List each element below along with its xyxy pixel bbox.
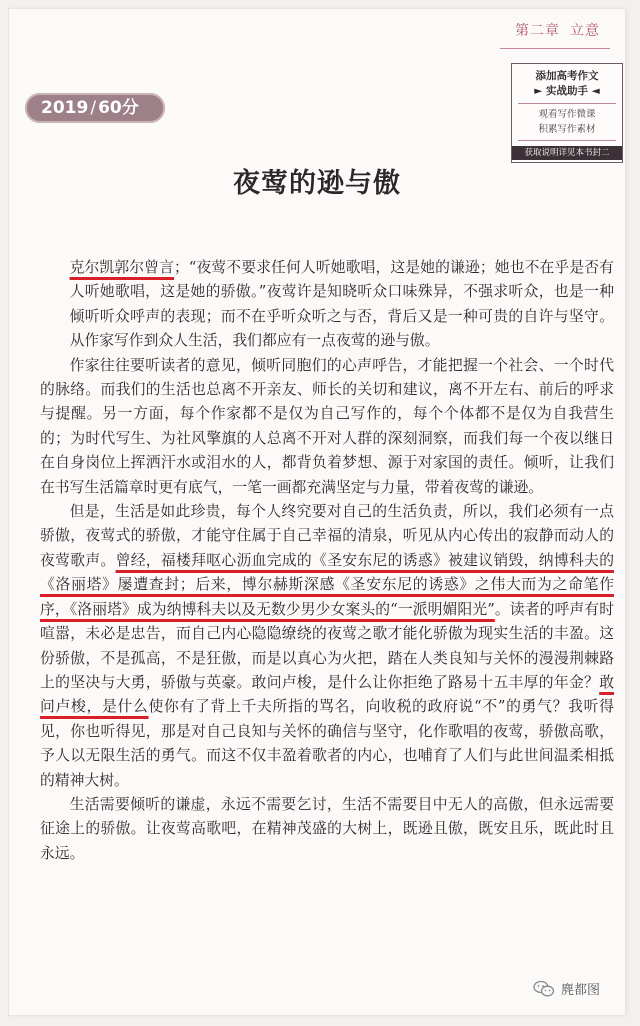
- paragraph-4: 生活需要倾听的谦虚，永远不需要乞讨，生活不需要目中无人的高傲，但永远需要征途上的骄傲。让夜莺高歌吧，在精神茂盛的大树上，既逊且傲，既安且乐，既此时且永远。: [40, 795, 614, 862]
- promo-items: [518, 103, 616, 141]
- paragraph-3: [40, 500, 614, 793]
- watermark: [533, 979, 600, 998]
- chapter-label: 第二章: [515, 23, 560, 39]
- essay-body: [40, 256, 614, 866]
- badge-score: 60分: [98, 98, 139, 118]
- essay-title: 夜莺的逊与傲: [233, 168, 401, 199]
- header-divider: [500, 48, 610, 49]
- highlight-literary-examples: 曾经，福楼拜呕心沥血完成的《圣安东尼的诱惑》被建议销毁，纳博科夫的《洛丽塔》屡遭查封；后来，博尔赫斯深感《圣安东尼的诱惑》之伟大而为之命笔作序，《洛丽塔》成为纳博科夫以及无数少男少女案头的“一派明媚阳光”: [40, 551, 614, 618]
- highlight-quote-source: 克尔凯郭尔曾言: [69, 259, 174, 276]
- promo-item-course: 观看写作微课: [538, 109, 596, 120]
- paragraph-3-text-c: 使你有了背上千夫所指的骂名，向收税的政府说“不”的勇气？我听得见，你也听得见，那是对自己良知与关怀的确信与坚守，化作歌唱的夜莺，骄傲高歌，予人以无限生活的勇气。而这不仅丰盈着歌者的内心，也哺育了人们与此世间温柔相抵的精神大树。: [40, 698, 614, 789]
- wechat-icon: [533, 980, 555, 998]
- promo-title-line2: ► 实战助手 ◄: [534, 85, 600, 97]
- watermark-text: 麂都图: [560, 983, 600, 998]
- book-page: [8, 8, 626, 1016]
- paragraph-3-text-a: 但是，生活是如此珍贵，每个人终究要对自己的生活负责，所以，我们必须有一点骄傲，夜莺式的骄傲，才能守住属于自己幸福的清泉，听见从内心传出的寂静而动人的夜莺歌声。: [40, 503, 614, 569]
- paragraph-3-text-b: 。读者的呼声有时喧嚣，未必是忠告，而自己内心隐隐缭绕的夜莺之歌才能化骄傲为现实生活的丰盈。这份骄傲，不是孤高，不是狂傲，而是以真心为火把，踏在人类良知与关怀的漫漫荆棘路上的坚决与大勇，骄傲与英豪。敢问卢梭，是什么让你拒绝了路易十五丰厚的年金？: [40, 600, 614, 691]
- year-score-badge: [25, 93, 165, 123]
- badge-year: 2019: [41, 98, 89, 118]
- promo-item-material: 积累写作素材: [538, 124, 596, 135]
- badge-slash: /: [90, 98, 97, 118]
- section-label: 立意: [570, 23, 600, 39]
- paragraph-1: [40, 256, 614, 354]
- paragraph-1-text: ；“夜莺不要求任何人听她歌唱，这是她的谦逊；她也不在乎是否有人听她歌唱，这是她的骄傲。”夜莺许是知晓听众口味殊异，不强求听众，也是一种倾听听众呼声的表现；而不在乎听众听之与否，背后又是一种可贵的自许与坚守。从作家写作到众人生活，我们都应有一点夜莺的逊与傲。: [69, 259, 614, 350]
- promo-footer: 获取说明详见本书封二: [512, 146, 622, 160]
- paragraph-2: 作家往往要听读者的意见，倾听同胞们的心声呼告，才能把握一个社会、一个时代的脉络。而我们的生活也总离不开亲友、师长的关切和建议，离不开左右、前后的呼求与提醒。另一方面，每个作家都不是仅为自己写作的，每个个体都不是仅为自我营生的；为时代写生、为社风擎旗的人总离不开对人群的深刻洞察，而我们每一个夜以继日在自身岗位上挥洒汗水或泪水的人，都背负着梦想、源于对家国的责任。倾听，让我们在书写生活篇章时更有底气，一笔一画都充满坚定与力量，带着夜莺的谦逊。: [40, 356, 614, 496]
- chapter-header: [515, 20, 600, 40]
- highlight-rousseau-question: 敢问卢梭，是什么: [40, 673, 614, 716]
- promo-box: [511, 63, 623, 163]
- promo-title-line1: 添加高考作文: [535, 70, 599, 82]
